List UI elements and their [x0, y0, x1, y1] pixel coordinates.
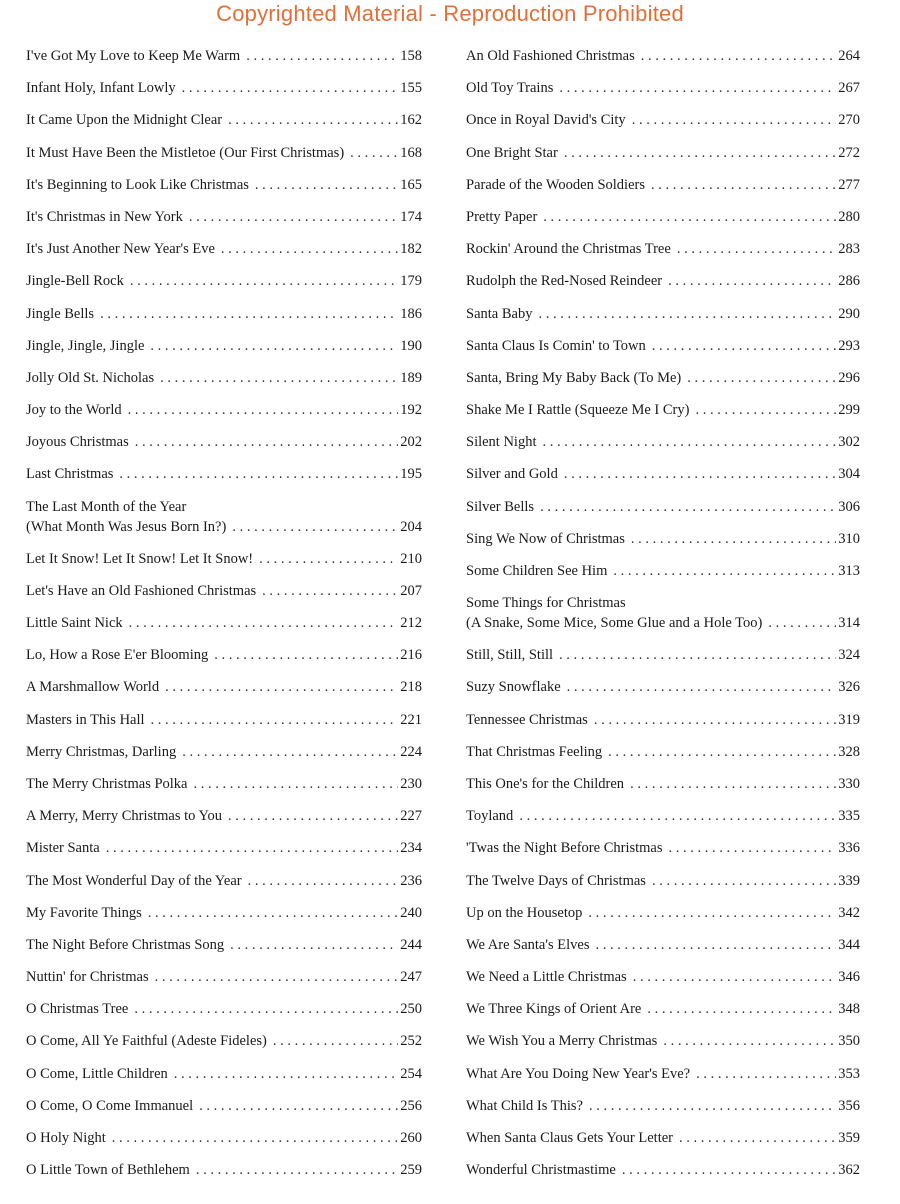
toc-entry	[466, 929, 860, 961]
dot-leader	[273, 1025, 398, 1057]
toc-entry	[26, 736, 422, 768]
dot-leader	[350, 137, 398, 169]
dot-leader	[246, 40, 398, 72]
toc-entry-subtitle: (What Month Was Jesus Born In?)	[26, 518, 227, 535]
toc-entry-page: 350	[838, 1033, 860, 1050]
toc-entry	[26, 543, 422, 575]
dot-leader	[622, 1154, 836, 1186]
dot-leader	[647, 993, 836, 1025]
toc-entry-title: Little Saint Nick	[26, 615, 123, 631]
toc-entry	[26, 768, 422, 800]
toc-entry	[466, 897, 860, 929]
dot-leader	[687, 362, 836, 394]
toc-entry	[26, 865, 422, 897]
toc-entry	[466, 104, 860, 136]
toc-entry-page: 326	[838, 679, 860, 696]
toc-entry-page: 174	[400, 208, 422, 225]
toc-entry	[466, 639, 860, 671]
toc-entry-page: 330	[838, 775, 860, 792]
dot-leader	[595, 929, 836, 961]
toc-entry	[26, 575, 422, 607]
toc-entry	[26, 298, 422, 330]
toc-entry	[466, 330, 860, 362]
toc-entry-page: 256	[400, 1097, 422, 1114]
toc-entry-page: 302	[838, 434, 860, 451]
dot-leader	[589, 1090, 836, 1122]
toc-entry-page: 286	[838, 273, 860, 290]
toc-entry-page: 260	[400, 1130, 422, 1146]
toc-entry-title: Silver Bells	[466, 498, 535, 515]
toc-entry-page: 190	[400, 337, 422, 354]
toc-entry-title: Jingle-Bell Rock	[26, 273, 124, 290]
toc-entry-title: Let's Have an Old Fashioned Christmas	[26, 582, 257, 599]
toc-entry	[466, 1025, 860, 1057]
toc-entry-title: My Favorite Things	[26, 904, 142, 921]
toc-column-left	[26, 40, 422, 1186]
toc-entry-page: 165	[400, 176, 422, 193]
toc-entry	[466, 1154, 860, 1186]
toc-entry	[466, 800, 860, 832]
toc-entry-page: 236	[400, 872, 422, 889]
toc-entry-title: Infant Holy, Infant Lowly	[26, 80, 176, 97]
toc-entry-subtitle: (A Snake, Some Mice, Some Glue and a Hole Too)	[466, 615, 763, 632]
dot-leader	[559, 72, 836, 104]
dot-leader	[631, 523, 836, 555]
dot-leader	[135, 426, 399, 458]
toc-entry-page: 158	[400, 48, 422, 64]
toc-entry	[26, 607, 422, 639]
toc-entry-title: Joyous Christmas	[26, 434, 129, 451]
dot-leader	[543, 426, 837, 458]
toc-entry	[26, 40, 422, 72]
toc-entry	[466, 1122, 860, 1154]
dot-leader	[543, 201, 836, 233]
toc-entry-page: 155	[400, 80, 422, 97]
toc-entry-title: A Merry, Merry Christmas to You	[26, 808, 223, 825]
toc-entry-page: 227	[400, 808, 422, 825]
dot-leader	[652, 865, 836, 897]
toc-entry	[466, 362, 860, 394]
toc-entry	[26, 800, 422, 832]
toc-entry	[26, 137, 422, 169]
dot-leader	[696, 1058, 836, 1090]
toc-entry	[26, 458, 422, 490]
toc-entry-title: Silver and Gold	[466, 466, 558, 483]
toc-entry	[26, 671, 422, 703]
toc-entry	[26, 639, 422, 671]
toc-entry	[466, 201, 860, 233]
dot-leader	[559, 639, 836, 671]
toc-entry-page: 339	[838, 872, 860, 889]
toc-entry-page: 186	[400, 305, 422, 322]
toc-entry	[466, 768, 860, 800]
toc-entry-title: Pretty Paper	[466, 208, 538, 225]
toc-entry-page: 202	[400, 434, 422, 451]
toc-entry-title: O Little Town of Bethlehem	[26, 1162, 190, 1179]
toc-entry-title: Mister Santa	[26, 840, 100, 857]
toc-entry-title: Parade of the Wooden Soldiers	[466, 176, 645, 193]
toc-entry	[26, 426, 422, 458]
toc-entry-page: 314	[838, 615, 860, 632]
toc-entry-title: Up on the Housetop	[466, 904, 583, 921]
dot-leader	[160, 362, 398, 394]
toc-entry-page: 221	[400, 711, 422, 728]
toc-entry-page: 244	[400, 936, 422, 953]
toc-entry-title: A Marshmallow World	[26, 679, 160, 696]
dot-leader	[668, 265, 836, 297]
toc-entry-page: 270	[838, 112, 860, 129]
toc-entry-title: O Come, O Come Immanuel	[26, 1097, 194, 1114]
dot-leader	[148, 897, 399, 929]
dot-leader	[165, 671, 398, 703]
toc-entry-title: It's Just Another New Year's Eve	[26, 241, 215, 258]
toc-entry	[26, 929, 422, 961]
toc-entry-title: Silent Night	[466, 434, 537, 451]
toc-entry	[26, 104, 422, 136]
toc-entry-title: Nuttin' for Christmas	[26, 969, 149, 986]
dot-leader	[129, 607, 399, 639]
toc-entry	[466, 1058, 860, 1090]
toc-entry-title: That Christmas Feeling	[466, 743, 603, 760]
toc-entry	[466, 426, 860, 458]
toc-entry	[466, 233, 860, 265]
toc-entry-title: We Need a Little Christmas	[466, 969, 627, 986]
toc-entry-page: 264	[838, 48, 860, 64]
toc-entry	[466, 961, 860, 993]
toc-entry	[466, 865, 860, 897]
toc-entry-page: 359	[838, 1130, 860, 1146]
toc-entry-title: Some Things for Christmas	[466, 595, 626, 612]
toc-entry	[466, 587, 860, 639]
toc-entry-title: Some Children See Him	[466, 563, 608, 579]
toc-entry-page: 344	[838, 936, 860, 953]
toc-entry-page: 313	[838, 563, 860, 579]
toc-entry	[466, 671, 860, 703]
dot-leader	[155, 961, 399, 993]
toc-entry-page: 328	[838, 743, 860, 760]
toc-entry	[466, 394, 860, 426]
toc-entry-page: 267	[838, 80, 860, 97]
toc-entry	[466, 832, 860, 864]
dot-leader	[248, 865, 399, 897]
toc-entry	[26, 265, 422, 297]
toc-entry-page: 283	[838, 241, 860, 258]
toc-entry	[466, 704, 860, 736]
toc-entry-page: 353	[838, 1065, 860, 1082]
toc-entry-page: 277	[838, 176, 860, 193]
toc-entry-page: 230	[400, 775, 422, 792]
toc-entry-title: Masters in This Hall	[26, 711, 145, 728]
dot-leader	[679, 1122, 836, 1154]
toc-entry	[26, 362, 422, 394]
toc-entry-title: O Come, All Ye Faithful (Adeste Fideles)	[26, 1033, 267, 1050]
toc-entry-title: The Twelve Days of Christmas	[466, 872, 646, 889]
dot-leader	[695, 394, 836, 426]
toc-entry-page: 272	[838, 144, 860, 161]
toc-entry-page: 259	[400, 1162, 422, 1179]
toc-entry-title: It Must Have Been the Mistletoe (Our First Christmas)	[26, 144, 345, 161]
toc-entry-page: 296	[838, 369, 860, 386]
toc-entry-page: 280	[838, 208, 860, 225]
toc-entry	[466, 458, 860, 490]
toc-entry-title: We Three Kings of Orient Are	[466, 1001, 642, 1018]
dot-leader	[663, 1025, 836, 1057]
toc-entry-page: 218	[400, 679, 422, 696]
toc-entry-page: 182	[400, 241, 422, 258]
toc-entry	[26, 704, 422, 736]
copyright-banner: Copyrighted Material - Reproduction Prohibited	[216, 1, 684, 26]
dot-leader	[564, 458, 836, 490]
toc-entry-page: 247	[400, 969, 422, 986]
toc-entry	[466, 72, 860, 104]
toc-entry-page: 310	[838, 530, 860, 547]
toc-entry-title: Jingle, Jingle, Jingle	[26, 337, 145, 354]
toc-entry-page: 342	[838, 904, 860, 921]
dot-leader	[651, 169, 836, 201]
toc-entry-page: 224	[400, 743, 422, 760]
toc-entry-title: Merry Christmas, Darling	[26, 743, 177, 760]
toc-entry-title: The Most Wonderful Day of the Year	[26, 872, 242, 889]
toc-entry	[466, 137, 860, 169]
toc-entry-page: 212	[400, 615, 422, 631]
toc-entry-page: 216	[400, 647, 422, 664]
toc-entry	[26, 169, 422, 201]
toc-entry	[466, 265, 860, 297]
toc-entry-title: Old Toy Trains	[466, 80, 554, 97]
toc-entry-page: 324	[838, 647, 860, 664]
toc-entry	[26, 233, 422, 265]
toc-entry-line2	[26, 517, 422, 537]
toc-entry-page: 168	[400, 144, 422, 161]
toc-entry-title: It's Beginning to Look Like Christmas	[26, 176, 249, 193]
toc-entry	[466, 993, 860, 1025]
toc-entry-title: We Are Santa's Elves	[466, 936, 590, 953]
dot-leader	[228, 800, 398, 832]
toc-entry	[26, 1122, 422, 1154]
toc-entry-title: The Night Before Christmas Song	[26, 936, 225, 953]
dot-leader	[259, 543, 398, 575]
toc-entry-title: Santa, Bring My Baby Back (To Me)	[466, 369, 682, 386]
dot-leader	[228, 104, 398, 136]
toc-entry-title: Santa Claus Is Comin' to Town	[466, 337, 646, 354]
dot-leader	[633, 961, 837, 993]
dot-leader	[677, 233, 836, 265]
toc-entry	[466, 40, 860, 72]
toc-entry-page: 336	[838, 840, 860, 857]
toc-entry-page: 250	[400, 1001, 422, 1018]
dot-leader	[199, 1090, 398, 1122]
toc-entry	[26, 330, 422, 362]
dot-leader	[134, 993, 398, 1025]
toc-entry-title: This One's for the Children	[466, 775, 625, 792]
dot-leader	[221, 233, 398, 265]
toc-entry-title: Let It Snow! Let It Snow! Let It Snow!	[26, 550, 254, 567]
dot-leader	[128, 394, 399, 426]
toc-entry-title: O Come, Little Children	[26, 1065, 168, 1082]
toc-entry-page: 179	[400, 273, 422, 290]
dot-leader	[196, 1154, 398, 1186]
dot-leader	[100, 298, 398, 330]
toc-entry-page: 254	[400, 1065, 422, 1082]
dot-leader	[130, 265, 398, 297]
toc-entry-title: Santa Baby	[466, 305, 533, 322]
dot-leader	[768, 613, 836, 633]
toc-entry-title: It Came Upon the Midnight Clear	[26, 112, 223, 129]
toc-entry	[466, 736, 860, 768]
toc-entry	[466, 555, 860, 587]
dot-leader	[632, 104, 837, 136]
toc-entry-page: 299	[838, 402, 860, 419]
toc-entry-line2	[466, 613, 860, 633]
dot-leader	[540, 491, 836, 523]
dot-leader	[255, 169, 398, 201]
dot-leader	[594, 704, 836, 736]
toc-entry-title: Rudolph the Red-Nosed Reindeer	[466, 273, 663, 290]
toc-entry-title: Rockin' Around the Christmas Tree	[466, 241, 671, 258]
toc-entry-page: 252	[400, 1033, 422, 1050]
toc-entry-title: Joy to the World	[26, 402, 122, 419]
toc-entry	[26, 993, 422, 1025]
dot-leader	[151, 704, 399, 736]
toc-entry	[26, 1154, 422, 1186]
toc-entry-title: Tennessee Christmas	[466, 711, 588, 728]
dot-leader	[641, 40, 836, 72]
toc-entry-title: What Child Is This?	[466, 1097, 583, 1114]
toc-entry	[26, 72, 422, 104]
toc-entry-page: 348	[838, 1001, 860, 1018]
dot-leader	[608, 736, 836, 768]
dot-leader	[182, 72, 399, 104]
toc-entry-title: Toyland	[466, 808, 514, 825]
toc-entry	[26, 1058, 422, 1090]
dot-leader	[588, 897, 836, 929]
toc-entry-title: Still, Still, Still	[466, 647, 554, 664]
dot-leader	[119, 458, 398, 490]
toc-entry	[466, 298, 860, 330]
dot-leader	[630, 768, 836, 800]
toc-entry-title: Jingle Bells	[26, 305, 95, 322]
toc-entry-title: What Are You Doing New Year's Eve?	[466, 1065, 691, 1082]
dot-leader	[230, 929, 398, 961]
toc-entry-page: 290	[838, 305, 860, 322]
toc-entry	[466, 491, 860, 523]
toc-entry-title: The Merry Christmas Polka	[26, 775, 188, 792]
dot-leader	[262, 575, 398, 607]
dot-leader	[232, 517, 398, 537]
dot-leader	[194, 768, 399, 800]
toc-entry-page: 293	[838, 337, 860, 354]
dot-leader	[189, 201, 398, 233]
toc-entry-title: The Last Month of the Year	[26, 498, 187, 515]
toc-entry-page: 335	[838, 808, 860, 825]
toc-entry	[26, 201, 422, 233]
toc-entry	[26, 1025, 422, 1057]
dot-leader	[182, 736, 398, 768]
toc-entry-page: 240	[400, 904, 422, 921]
dot-leader	[652, 330, 836, 362]
toc-entry-page: 162	[400, 112, 422, 129]
toc-entry-title: Lo, How a Rose E'er Blooming	[26, 647, 209, 664]
toc-entry-page: 304	[838, 466, 860, 483]
toc-entry-page: 362	[838, 1162, 860, 1179]
toc-entry-title: When Santa Claus Gets Your Letter	[466, 1130, 673, 1146]
toc-entry	[26, 961, 422, 993]
toc-entry-page: 195	[400, 466, 422, 483]
toc-entry-page: 210	[400, 550, 422, 567]
toc-entry-title: I've Got My Love to Keep Me Warm	[26, 48, 241, 64]
toc-entry-page: 192	[400, 402, 422, 419]
toc-entry-title: One Bright Star	[466, 144, 558, 161]
toc-entry	[466, 1090, 860, 1122]
toc-entry-title: O Holy Night	[26, 1130, 106, 1146]
toc-entry	[26, 1090, 422, 1122]
toc-entry	[26, 491, 422, 543]
toc-entry-page: 346	[838, 969, 860, 986]
toc-entry-title: Sing We Now of Christmas	[466, 530, 625, 547]
toc-entry	[466, 169, 860, 201]
dot-leader	[564, 137, 836, 169]
dot-leader	[613, 555, 836, 587]
toc-entry	[466, 523, 860, 555]
dot-leader	[538, 298, 836, 330]
dot-leader	[174, 1058, 398, 1090]
toc-entry-page: 356	[838, 1097, 860, 1114]
toc-entry	[26, 394, 422, 426]
dot-leader	[106, 832, 399, 864]
toc-entry	[26, 832, 422, 864]
toc-entry-title: Jolly Old St. Nicholas	[26, 369, 155, 386]
toc-entry-title: An Old Fashioned Christmas	[466, 48, 635, 64]
toc-column-right	[466, 40, 860, 1186]
toc-entry-page: 204	[400, 518, 422, 535]
toc-entry-title: 'Twas the Night Before Christmas	[466, 840, 663, 857]
toc-entry-page: 319	[838, 711, 860, 728]
toc-entry-title: It's Christmas in New York	[26, 208, 183, 225]
dot-leader	[567, 671, 837, 703]
toc-entry-page: 234	[400, 840, 422, 857]
toc-entry-title: Wonderful Christmastime	[466, 1162, 616, 1179]
dot-leader	[214, 639, 398, 671]
dot-leader	[669, 832, 837, 864]
toc-entry-title: We Wish You a Merry Christmas	[466, 1033, 658, 1050]
toc-entry-title: O Christmas Tree	[26, 1001, 129, 1018]
dot-leader	[112, 1122, 399, 1154]
toc-entry-page: 306	[838, 498, 860, 515]
toc-entry-page: 207	[400, 582, 422, 599]
toc-entry-title: Last Christmas	[26, 466, 114, 483]
toc-entry-title: Shake Me I Rattle (Squeeze Me I Cry)	[466, 402, 690, 419]
toc-entry-title: Once in Royal David's City	[466, 112, 626, 129]
toc-entry-title: Suzy Snowflake	[466, 679, 561, 696]
dot-leader	[519, 800, 836, 832]
toc-entry	[26, 897, 422, 929]
toc-entry-page: 189	[400, 369, 422, 386]
dot-leader	[150, 330, 398, 362]
